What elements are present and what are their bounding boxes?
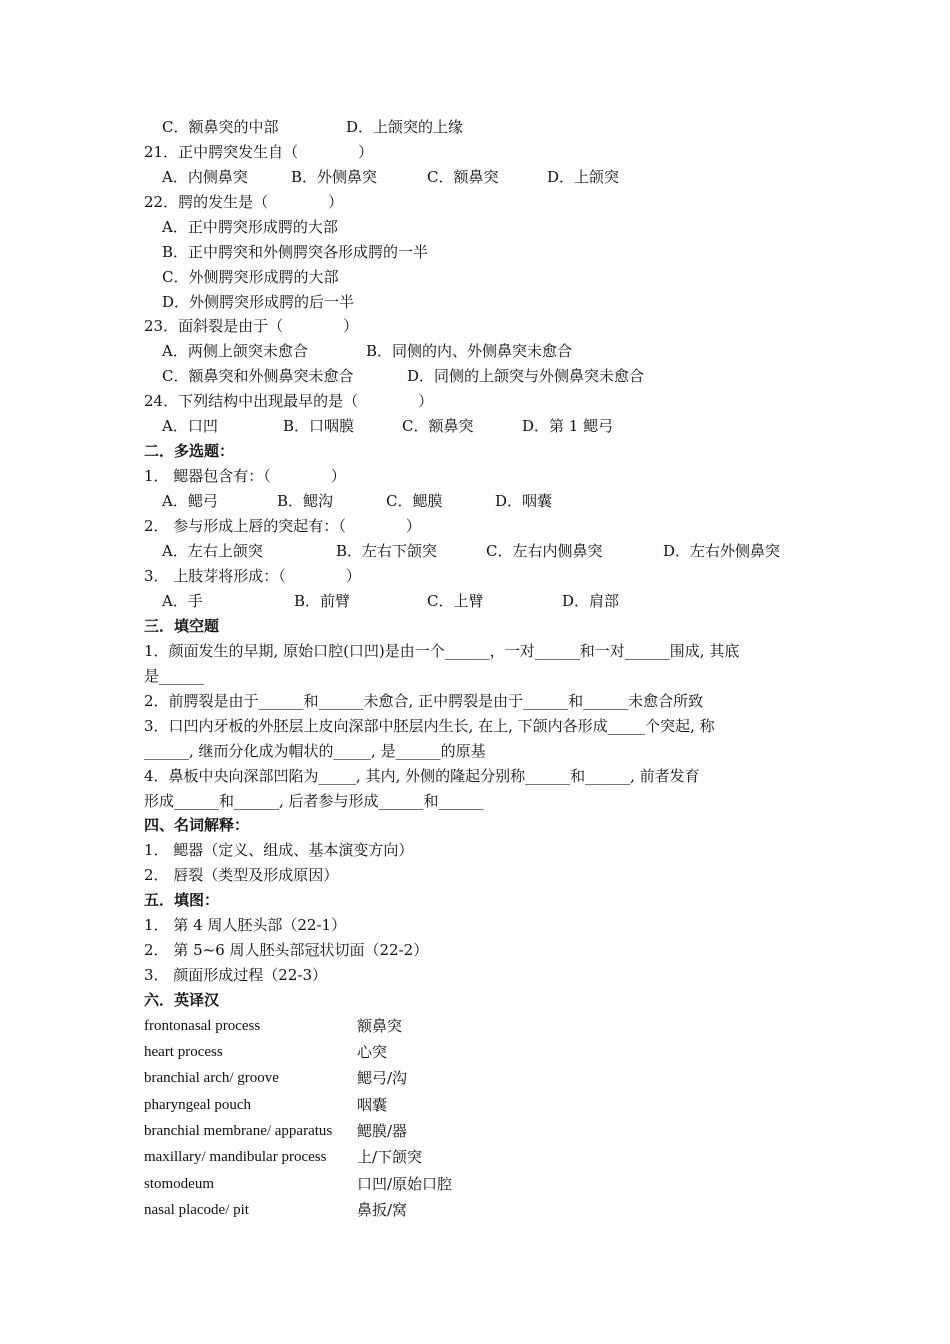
section-multiple-choice-heading: 二．多选题： [144,442,235,460]
q23-option-a: A．两侧上颌突未愈合 [162,342,308,360]
q22-option-c: C．外侧腭突形成腭的大部 [162,268,339,286]
section-fill-blank-heading: 三．填空题 [144,617,220,635]
fill1-line1: 1．颜面发生的早期, 原始口腔(口凹)是由一个______，一对______和一对______围成, 其底 [144,642,740,660]
q24-option-a: A．口凹 [162,417,218,435]
section-diagram-heading: 五．填图： [144,891,220,909]
term-zh: 鳃膜/器 [357,1122,408,1140]
fill4-line1: 4．鼻板中央向深部凹陷为_____, 其内, 外侧的隆起分别称______和______, 前者发育 [144,767,700,785]
q23-option-c: C．额鼻突和外侧鼻突未愈合 [162,367,354,385]
mc1-option-b: B．鳃沟 [277,492,334,510]
term-zh: 上/下颌突 [357,1148,423,1166]
mc2-option-d: D．左右外侧鼻突 [663,542,781,560]
term-zh: 鼻扳/窝 [357,1201,408,1219]
mc2-option-a: A．左右上颌突 [162,542,263,560]
mc1-option-a: A．鳃弓 [162,492,218,510]
q20-option-d: D．上颌突的上缘 [346,118,464,136]
q23-option-d: D．同侧的上颌突与外侧鼻突未愈合 [407,367,645,385]
term-en: heart process [144,1044,223,1060]
fill3-line2: ______, 继而分化成为帽状的_____, 是______的原基 [144,742,486,760]
mc3-option-a: A．手 [162,592,203,610]
mc3-option-c: C．上臂 [427,592,484,610]
mc1-stem: 1． 鳃器包含有：（ ） [144,467,346,485]
q23-stem: 23．面斜裂是由于（ ） [144,317,359,335]
diagram-item-3: 3． 颜面形成过程（22-3） [144,966,328,984]
term-en: branchial arch/ groove [144,1070,279,1086]
section-translation-heading: 六．英译汉 [144,991,220,1009]
mc2-stem: 2． 参与形成上唇的突起有：（ ） [144,517,421,535]
q23-option-b: B．同侧的内、外侧鼻突未愈合 [366,342,573,360]
q24-option-b: B．口咽膜 [283,417,355,435]
mc1-option-d: D．咽囊 [495,492,553,510]
mc1-option-c: C．鳃膜 [386,492,443,510]
q21-option-d: D．上颌突 [547,168,620,186]
term-en: pharyngeal pouch [144,1097,252,1113]
q21-option-c: C．额鼻突 [427,168,499,186]
q21-option-b: B．外侧鼻突 [291,168,378,186]
fill1-line2: 是______ [144,667,205,685]
term-zh: 额鼻突 [357,1017,403,1035]
diagram-item-1: 1． 第 4 周人胚头部（22-1） [144,916,347,934]
q22-option-d: D．外侧腭突形成腭的后一半 [162,293,355,311]
term-en: nasal placode/ pit [144,1202,249,1218]
term-item-2: 2． 唇裂（类型及形成原因） [144,866,339,884]
term-zh: 咽囊 [357,1096,388,1114]
mc2-option-c: C．左右内侧鼻突 [486,542,603,560]
q24-option-d: D．第 1 鳃弓 [522,417,614,435]
q20-option-c: C．额鼻突的中部 [162,118,279,136]
section-terms-heading: 四、名词解释： [144,816,250,834]
term-zh: 心突 [357,1043,388,1061]
q22-option-a: A．正中腭突形成腭的大部 [162,218,338,236]
term-zh: 口凹/原始口腔 [357,1175,453,1193]
q24-stem: 24．下列结构中出现最早的是（ ） [144,392,434,410]
term-en: frontonasal process [144,1018,261,1034]
q21-option-a: A．内侧鼻突 [162,168,248,186]
q22-stem: 22．腭的发生是（ ） [144,193,344,211]
term-en: maxillary/ mandibular process [144,1149,327,1165]
fill4-line2: 形成______和______, 后者参与形成______和______ [144,792,484,810]
q24-option-c: C．额鼻突 [402,417,474,435]
mc3-stem: 3． 上肢芽将形成：（ ） [144,567,361,585]
fill2-line1: 2．前腭裂是由于______和______未愈合, 正中腭裂是由于______和______未愈合所致 [144,692,704,710]
diagram-item-2: 2． 第 5~6 周人胚头部冠状切面（22-2） [144,941,429,959]
term-en: stomodeum [144,1176,214,1192]
q21-stem: 21．正中腭突发生自（ ） [144,143,374,161]
mc3-option-b: B．前臂 [294,592,351,610]
term-en: branchial membrane/ apparatus [144,1123,333,1139]
term-item-1: 1． 鳃器（定义、组成、基本演变方向） [144,841,414,859]
mc2-option-b: B．左右下颌突 [336,542,438,560]
q22-option-b: B．正中腭突和外侧腭突各形成腭的一半 [162,243,429,261]
term-zh: 鳃弓/沟 [357,1069,408,1087]
fill3-line1: 3．口凹内牙板的外胚层上皮向深部中胚层内生长, 在上, 下颌内各形成_____个突起, 称 [144,717,715,735]
mc3-option-d: D．肩部 [562,592,620,610]
